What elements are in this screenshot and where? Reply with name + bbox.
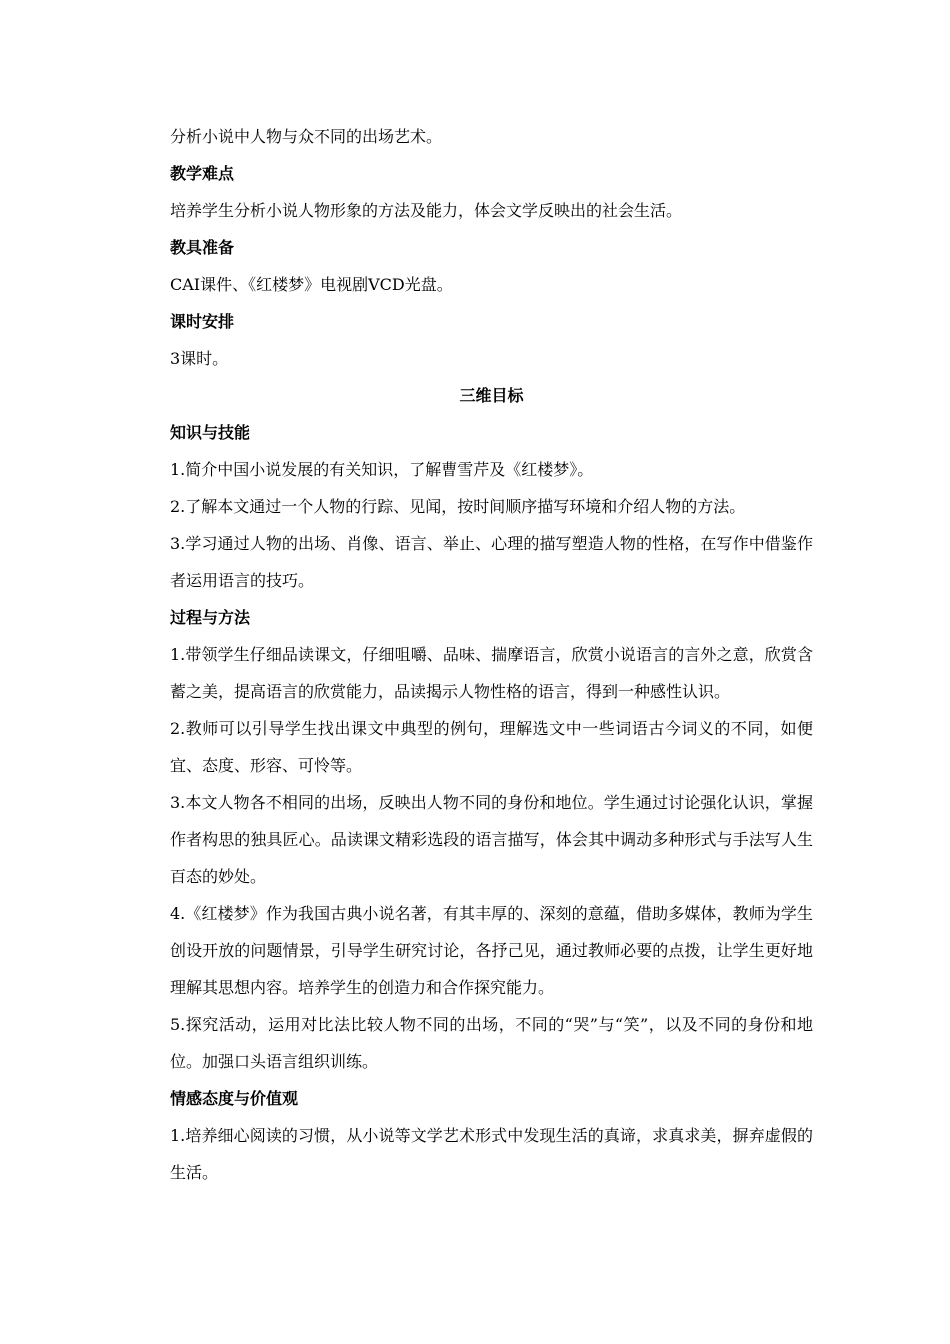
document-body [170, 118, 813, 1191]
knowledge-item: 3.学习通过人物的出场、肖像、语言、举止、心理的描写塑造人物的性格，在写作中借鉴作者运用语言的技巧。 [170, 534, 813, 590]
process-item: 3.本文人物各不相同的出场，反映出人物不同的身份和地位。学生通过讨论强化认识，掌握作者构思的独具匠心。品读课文精彩选段的语言描写，体会其中调动多种形式与手法写人生百态的妙处。 [170, 793, 813, 886]
process-heading: 过程与方法 [170, 608, 251, 627]
objectives-heading: 三维目标 [459, 386, 524, 405]
knowledge-heading: 知识与技能 [170, 423, 251, 442]
materials-text: CAI课件、《红楼梦》电视剧VCD光盘。 [170, 275, 453, 294]
schedule-text: 3课时。 [170, 349, 229, 368]
schedule-heading: 课时安排 [170, 312, 235, 331]
difficulty-heading: 教学难点 [170, 164, 235, 183]
knowledge-item: 1.简介中国小说发展的有关知识，了解曹雪芹及《红楼梦》。 [170, 460, 594, 479]
process-item: 1.带领学生仔细品读课文，仔细咀嚼、品味、揣摩语言，欣赏小说语言的言外之意，欣赏含蓄之美，提高语言的欣赏能力，品读揭示人物性格的语言，得到一种感性认识。 [170, 645, 813, 701]
process-item: 2.教师可以引导学生找出课文中典型的例句，理解选文中一些词语古今词义的不同，如便宜、态度、形容、可怜等。 [170, 719, 813, 775]
process-item: 5.探究活动，运用对比法比较人物不同的出场，不同的“哭”与“笑”，以及不同的身份和地位。加强口头语言组织训练。 [170, 1015, 813, 1071]
knowledge-item: 2.了解本文通过一个人物的行踪、见闻，按时间顺序描写环境和介绍人物的方法。 [170, 497, 746, 516]
emotion-heading: 情感态度与价值观 [170, 1089, 299, 1108]
intro-line: 分析小说中人物与众不同的出场艺术。 [170, 127, 443, 146]
process-item: 4.《红楼梦》作为我国古典小说名著，有其丰厚的、深刻的意蕴，借助多媒体，教师为学生创设开放的问题情景，引导学生研究讨论，各抒己见，通过教师必要的点拨，让学生更好地理解其思想内容。培养学生的创造力和合作探究能力。 [170, 904, 813, 997]
materials-heading: 教具准备 [170, 238, 235, 257]
difficulty-text: 培养学生分析小说人物形象的方法及能力，体会文学反映出的社会生活。 [170, 201, 683, 220]
emotion-item: 1.培养细心阅读的习惯，从小说等文学艺术形式中发现生活的真谛，求真求美，摒弃虚假的生活。 [170, 1126, 813, 1182]
